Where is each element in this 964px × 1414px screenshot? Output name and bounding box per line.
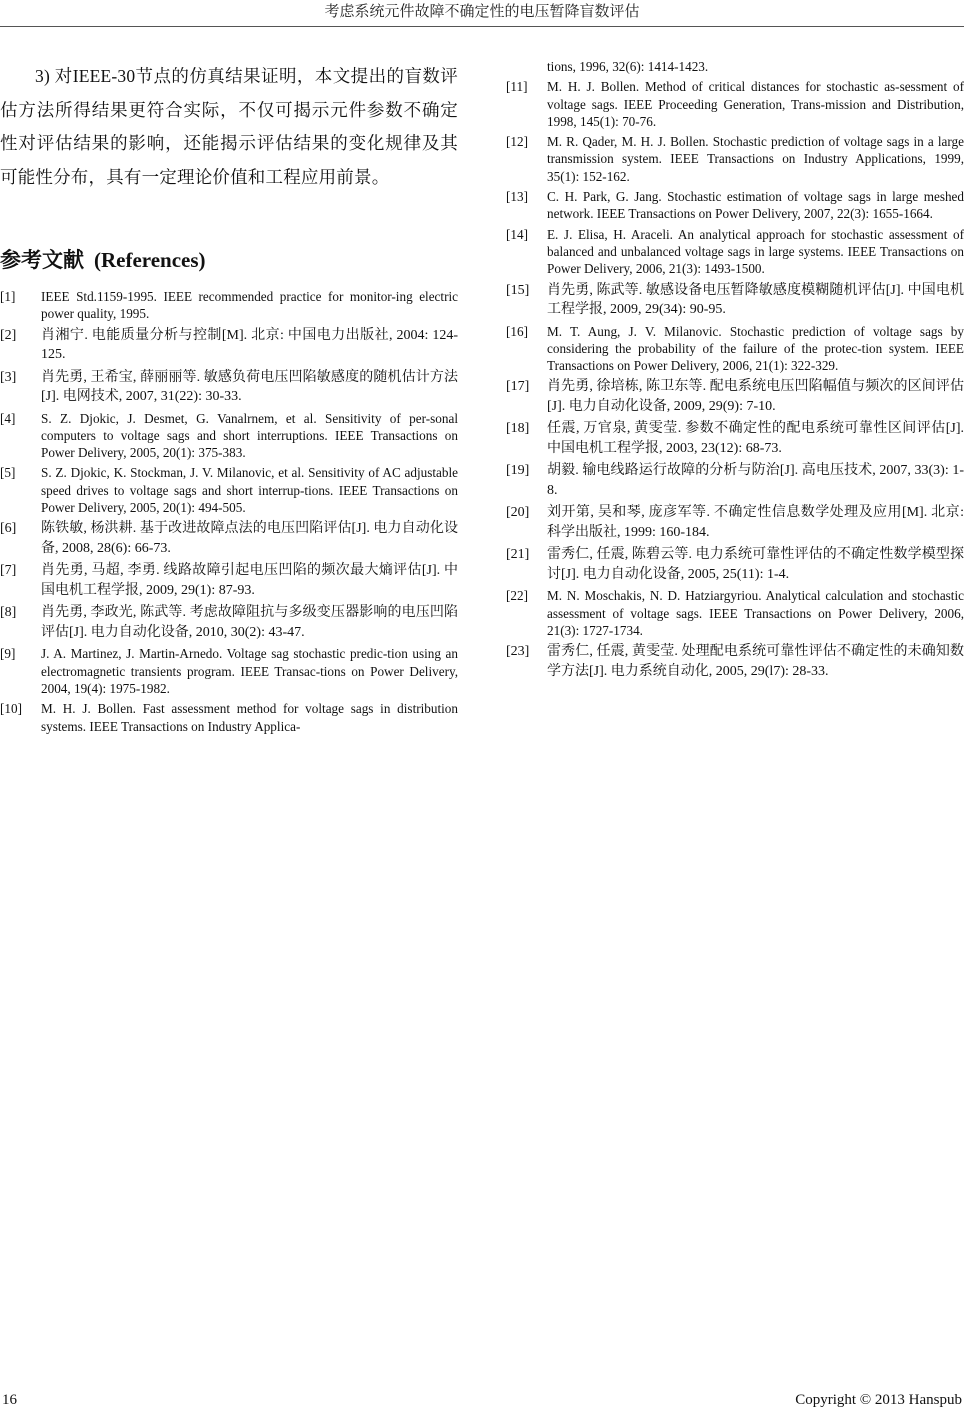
- reference-item: [0, 519, 458, 558]
- reference-number: [23]: [506, 644, 530, 660]
- reference-item: [0, 464, 458, 516]
- reference-text: M. T. Aung, J. V. Milanovic. Stochastic prediction of voltage sags by considering the probability of the failure of the protec-tion system. IEEE Transactions on Power Delivery, 2006, 21(1): 322-329.: [547, 323, 964, 374]
- reference-item: [0, 603, 458, 642]
- reference-number: [8]: [0, 605, 17, 621]
- reference-number: [506, 58, 547, 75]
- reference-text: S. Z. Djokic, K. Stockman, J. V. Milanovic, et al. Sensitivity of AC adjustable speed drives to voltage sags and short interrup-tions. IEEE Transactions on Power Delivery, 2005, 20(1): 494-505.: [41, 465, 458, 516]
- reference-text: 肖先勇, 马超, 李勇. 线路故障引起电压凹陷的频次最大熵评估[J]. 中国电机工程学报, 2009, 29(1): 87-93.: [41, 563, 458, 598]
- reference-list-left: [0, 288, 458, 735]
- reference-item: [506, 133, 964, 185]
- reference-number: [17]: [506, 379, 530, 395]
- reference-item: [506, 377, 964, 416]
- reference-item: [506, 642, 964, 681]
- references-heading-en: (References): [94, 248, 206, 272]
- reference-text: 肖先勇, 李政光, 陈武等. 考虑故障阻抗与多级变压器影响的电压凹陷评估[J]. 电力自动化设备, 2010, 30(2): 43-47.: [41, 605, 458, 640]
- reference-text: M. R. Qader, M. H. J. Bollen. Stochastic prediction of voltage sags in a large transmission system. IEEE Transactions on Industry Applications, 1999, 35(1): 152-162.: [547, 134, 964, 184]
- reference-number: [16]: [506, 323, 528, 339]
- reference-item: [506, 461, 964, 500]
- reference-number: [1]: [0, 289, 16, 304]
- reference-item: [506, 78, 964, 130]
- reference-text: 肖先勇, 王希宝, 薛丽丽等. 敏感负荷电压凹陷敏感度的随机估计方法[J]. 电网技术, 2007, 31(22): 30-33.: [41, 369, 458, 405]
- reference-number: [19]: [506, 463, 530, 479]
- references-heading-cn: 参考文献: [0, 248, 84, 272]
- reference-text: M. H. J. Bollen. Fast assessment method for voltage sags in distribution systems. IEEE Transactions on Industry Applica-: [41, 701, 458, 734]
- reference-text: tions, 1996, 32(6): 1414-1423.: [547, 59, 709, 74]
- copyright: Copyright © 2013 Hanspub: [795, 1392, 962, 1408]
- reference-number: [11]: [506, 79, 528, 95]
- reference-number: [13]: [506, 189, 528, 205]
- reference-text: IEEE Std.1159-1995. IEEE recommended practice for monitor-ing electric power quality, 1995.: [41, 289, 458, 322]
- reference-number: [21]: [506, 547, 530, 563]
- reference-number: [4]: [0, 410, 16, 426]
- reference-number: [10]: [0, 701, 22, 717]
- reference-number: [20]: [506, 505, 530, 521]
- reference-list-right: [506, 58, 964, 681]
- left-column: [0, 60, 458, 738]
- reference-item: [506, 323, 964, 375]
- reference-item: [0, 368, 458, 407]
- reference-number: [2]: [0, 327, 17, 343]
- reference-number: [3]: [0, 369, 17, 385]
- reference-number: [12]: [506, 134, 528, 150]
- conclusion-paragraph: 3) 对IEEE-30节点的仿真结果证明，本文提出的盲数评估方法所得结果更符合实际，不仅可揭示元件参数不确定性对评估结果的影响，还能揭示评估结果的变化规律及其可能性分布，具有一定理论价值和工程应用前景。: [0, 66, 458, 187]
- reference-text: 任震, 万官泉, 黄雯莹. 参数不确定性的配电系统可靠性区间评估[J]. 中国电机工程学报, 2003, 23(12): 68-73.: [547, 421, 964, 456]
- reference-number: [15]: [506, 282, 530, 298]
- reference-number: [14]: [506, 226, 528, 242]
- reference-text: 雷秀仁, 任震, 陈碧云等. 电力系统可靠性评估的不确定性数学模型探讨[J]. 电力自动化设备, 2005, 25(11): 1-4.: [547, 547, 964, 582]
- reference-text: 刘开第, 吴和琴, 庞彦军等. 不确定性信息数学处理及应用[M]. 北京: 科学出版社, 1999: 160-184.: [547, 505, 964, 540]
- reference-text: S. Z. Djokic, J. Desmet, G. Vanalrnem, et al. Sensitivity of per-sonal computers to voltage sags and short interruptions. IEEE Transactions on Power Delivery, 2005, 20(1): 375-383.: [41, 410, 458, 461]
- reference-text: M. H. J. Bollen. Method of critical distances for stochastic as-sessment of voltage sags. IEEE Proceeding Generation, Trans-mission and Distribution, 1998, 145(1): 70-76.: [547, 79, 964, 129]
- reference-number: [18]: [506, 421, 530, 437]
- reference-item: [0, 700, 458, 735]
- running-header: 考虑系统元件故障不确定性的电压暂降盲数评估: [324, 4, 640, 20]
- reference-number: [7]: [0, 563, 17, 579]
- reference-item: [506, 545, 964, 584]
- reference-item: [506, 281, 964, 320]
- reference-text: 胡毅. 输电线路运行故障的分析与防治[J]. 高电压技术, 2007, 33(3): 1-8.: [547, 463, 964, 498]
- reference-item: [0, 645, 458, 697]
- reference-text: 肖先勇, 陈武等. 敏感设备电压暂降敏感度模糊随机评估[J]. 中国电机工程学报, 2009, 29(34): 90-95.: [547, 282, 964, 318]
- reference-number: [22]: [506, 588, 528, 604]
- reference-text: E. J. Elisa, H. Araceli. An analytical approach for stochastic assessment of balanced and unbalanced voltage sags in large systems. IEEE Transactions on Power Delivery, 2006, 21(3): 1493-1500.: [547, 226, 964, 277]
- right-column: [506, 58, 964, 684]
- reference-item: [506, 188, 964, 223]
- reference-text: C. H. Park, G. Jang. Stochastic estimation of voltage sags in large meshed network. IEEE Transactions on Power Delivery, 2007, 22(3): 1655-1664.: [547, 189, 964, 222]
- references-heading: [0, 246, 458, 274]
- reference-item: [0, 326, 458, 365]
- reference-item: [506, 419, 964, 458]
- reference-item: [506, 58, 964, 75]
- header-rule: [0, 26, 964, 27]
- reference-text: J. A. Martinez, J. Martin-Arnedo. Voltage sag stochastic predic-tion using an electromagnetic transients program. IEEE Transac-tions on Power Delivery, 2004, 19(4): 1975-1982.: [41, 646, 458, 696]
- reference-item: [506, 226, 964, 278]
- reference-number: [5]: [0, 465, 16, 481]
- reference-item: [0, 288, 458, 323]
- reference-text: 雷秀仁, 任震, 黄雯莹. 处理配电系统可靠性评估不确定性的未确知数学方法[J]. 电力系统自动化, 2005, 29(l7): 28-33.: [547, 644, 964, 679]
- reference-text: 肖湘宁. 电能质量分析与控制[M]. 北京: 中国电力出版社, 2004: 124-125.: [41, 327, 458, 363]
- reference-number: [6]: [0, 521, 17, 537]
- reference-item: [0, 561, 458, 600]
- reference-item: [0, 410, 458, 462]
- page-number: 16: [2, 1392, 17, 1408]
- reference-text: M. N. Moschakis, N. D. Hatziargyriou. Analytical calculation and stochastic assessment of voltage sags. IEEE Transactions on Power Delivery, 2006, 21(3): 1727-1734.: [547, 588, 964, 639]
- reference-item: [506, 503, 964, 542]
- reference-text: 陈铁敏, 杨洪耕. 基于改进故障点法的电压凹陷评估[J]. 电力自动化设备, 2008, 28(6): 66-73.: [41, 521, 458, 556]
- reference-text: 肖先勇, 徐培栋, 陈卫东等. 配电系统电压凹陷幅值与频次的区间评估[J]. 电力自动化设备, 2009, 29(9): 7-10.: [547, 379, 964, 414]
- reference-number: [9]: [0, 646, 16, 662]
- reference-item: [506, 587, 964, 639]
